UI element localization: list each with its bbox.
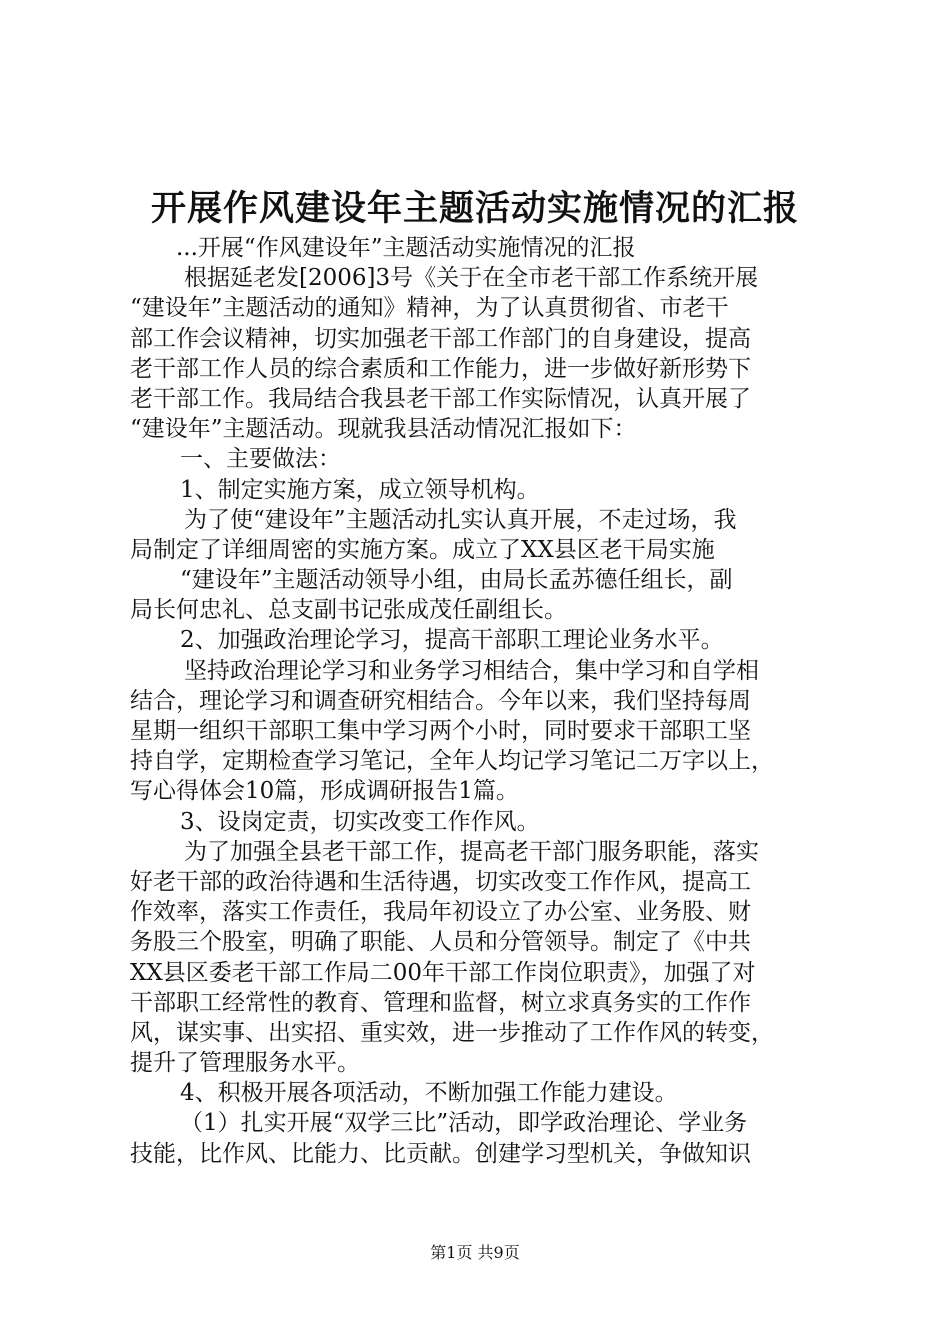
paragraph-line: 星期一组织干部职工集中学习两个小时，同时要求干部职工坚 (130, 718, 751, 744)
paragraph-line: 局制定了详细周密的实施方案。成立了XX县区老干局实施 (130, 536, 715, 563)
paragraph-line: 干部职工经常性的教育、管理和监督，树立求真务实的工作作 (130, 989, 751, 1016)
paragraph-line: 提升了管理服务水平。 (130, 1050, 360, 1077)
paragraph-line: 坚持政治理论学习和业务学习相结合，集中学习和自学相 (184, 657, 759, 684)
paragraph-line: 作效率，落实工作责任，我局年初设立了办公室、业务股、财 (130, 899, 751, 926)
paragraph-line: 根据延老发[2006]3号《关于在全市老干部工作系统开展 (184, 265, 759, 292)
paragraph-line: 部工作会议精神，切实加强老干部工作部门的自身建设，提高 (130, 325, 751, 352)
paragraph-line: 局长何忠礼、总支副书记张成茂任副组长。 (130, 597, 567, 624)
paragraph-line: 持自学，定期检查学习笔记，全年人均记学习笔记二万字以上， (130, 748, 774, 775)
paragraph-line: “建设年”主题活动领导小组，由局长孟苏德任组长，副 (180, 567, 733, 594)
paragraph-line: 写心得体会10篇，形成调研报告1篇。 (130, 778, 519, 805)
subsection-heading: 4、积极开展各项活动，不断加强工作能力建设。 (180, 1080, 678, 1107)
paragraph-line: “建设年”主题活动的通知》精神，为了认真贯彻省、市老干 (130, 295, 729, 322)
subsection-heading: 3、设岗定责，切实改变工作作风。 (180, 808, 540, 835)
paragraph-line: 好老干部的政治待遇和生活待遇，切实改变工作作风，提高工 (130, 868, 751, 895)
subsection-heading: 1、制定实施方案，成立领导机构。 (180, 476, 540, 503)
paragraph-line: 务股三个股室，明确了职能、人员和分管领导。制定了《中共 (130, 929, 751, 956)
paragraph-line: 结合，理论学习和调查研究相结合。今年以来，我们坚持每周 (130, 687, 751, 714)
paragraph-line: 技能，比作风、比能力、比贡献。创建学习型机关，争做知识 (130, 1140, 751, 1167)
paragraph-line: ...开展“作风建设年”主题活动实施情况的汇报 (176, 235, 636, 261)
page-number-footer: 第1页 共9页 (430, 1243, 520, 1262)
subsection-heading: 2、加强政治理论学习，提高干部职工理论业务水平。 (180, 627, 724, 654)
paragraph-line: 为了使“建设年”主题活动扎实认真开展，不走过场，我 (184, 506, 737, 533)
paragraph-line: 为了加强全县老干部工作，提高老干部门服务职能，落实 (184, 838, 759, 865)
document-body (130, 233, 830, 1169)
paragraph-line: （1）扎实开展“双学三比”活动，即学政治理论、学业务 (180, 1110, 748, 1137)
paragraph-line: 老干部工作人员的综合素质和工作能力，进一步做好新形势下 (130, 355, 751, 382)
paragraph-line: “建设年”主题活动。现就我县活动情况汇报如下： (130, 416, 637, 443)
paragraph-line: XX县区委老干部工作局二00年干部工作岗位职责》，加强了对 (130, 959, 756, 986)
document-title: 开展作风建设年主题活动实施情况的汇报 (150, 189, 799, 229)
paragraph-line: 老干部工作。我局结合我县老干部工作实际情况，认真开展了 (130, 385, 751, 412)
section-heading: 一、主要做法： (180, 446, 341, 473)
paragraph-line: 风，谋实事、出实招、重实效，进一步推动了工作作风的转变， (130, 1019, 774, 1046)
